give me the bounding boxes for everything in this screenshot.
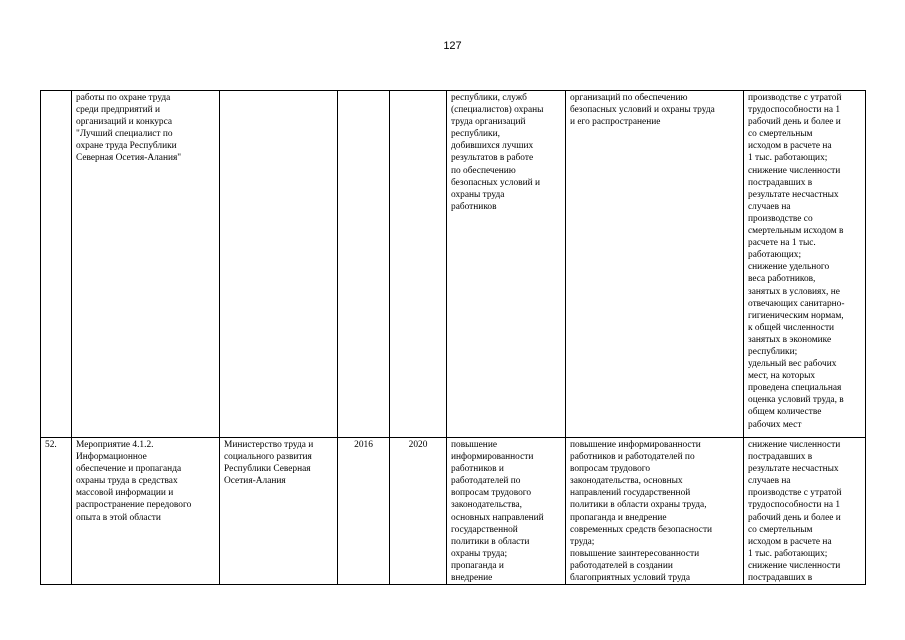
text-line: производстве с утратой — [748, 93, 842, 103]
row-number-text: 52. — [45, 440, 57, 450]
text-line: пострадавших в — [748, 452, 813, 463]
text-line: охраны труда в средствах — [76, 476, 178, 487]
row-number-cell — [41, 91, 72, 438]
text-line: Информационное — [76, 452, 147, 463]
text-line: удельный вес рабочих — [748, 359, 837, 370]
text-line: добившихся лучших — [451, 141, 534, 152]
text-line: политики в области — [451, 536, 530, 547]
text-line: пропаганда и внедрение — [570, 512, 667, 523]
text-line: работников и — [451, 464, 504, 475]
text-line: вопросам трудового — [570, 464, 651, 475]
text-line: современных средств безопасности — [570, 524, 713, 535]
year-end-cell — [390, 91, 447, 438]
text-line: законодательства, — [451, 500, 523, 511]
text-line: работодателей в создании — [570, 560, 673, 571]
text-line: работников — [451, 201, 497, 212]
text-line: благоприятных условий труда — [570, 573, 690, 584]
text-line: "Лучший специалист по — [76, 129, 173, 140]
program-table — [40, 90, 866, 585]
text-line: республики, — [451, 129, 500, 140]
text-line: безопасных условий и охраны труда — [570, 105, 715, 116]
text-line: занятых в экономике — [748, 334, 832, 345]
text-line: 1 тыс. работающих; — [748, 548, 828, 559]
text-line: снижение численности — [748, 440, 841, 450]
page-number: 127 — [443, 40, 462, 52]
text-line: вопросам трудового — [451, 488, 532, 499]
year-end-text: 2020 — [408, 440, 428, 450]
text-line: мест, на которых — [748, 371, 816, 382]
text-line: политики в области охраны труда, — [570, 500, 707, 511]
text-line: внедрение — [451, 573, 493, 584]
event-name-cell — [72, 91, 220, 438]
text-line: республики, служб — [451, 93, 527, 103]
text-line: результате несчастных — [748, 189, 839, 200]
text-line: государственной — [451, 524, 518, 535]
text-line: оценка условий труда, в — [748, 395, 844, 406]
text-line: социального развития — [224, 452, 312, 463]
year-start-cell — [338, 438, 390, 585]
text-line: среди предприятий и — [76, 105, 161, 116]
text-line: по обеспечению — [451, 165, 516, 176]
text-line: Осетия-Алания — [224, 476, 286, 487]
text-line: и его распространение — [570, 117, 661, 128]
indicators-cell — [744, 91, 866, 438]
text-line: труда организаций — [451, 117, 526, 128]
text-line: Республики Северная — [224, 464, 311, 475]
text-line: безопасных условий и — [451, 177, 540, 188]
text-line: Министерство труда и — [224, 440, 314, 450]
text-line: опыта в этой области — [76, 512, 161, 523]
year-start-cell — [338, 91, 390, 438]
text-line: охраны труда; — [451, 548, 508, 559]
text-line: расчете на 1 тыс. — [748, 238, 816, 249]
consequences-cell — [566, 91, 744, 438]
text-line: рабочий день и более и — [748, 117, 841, 128]
text-line: повышение заинтересованности — [570, 548, 700, 559]
text-line: труда; — [570, 536, 595, 547]
text-line: случаев на — [748, 476, 791, 487]
text-line: трудоспособности на 1 — [748, 500, 841, 511]
text-line: рабочих мест — [748, 419, 802, 430]
text-line: исходом в расчете на — [748, 141, 832, 152]
text-line: снижение численности — [748, 165, 841, 176]
text-line: распространение передового — [76, 500, 192, 511]
text-line: (специалистов) охраны — [451, 105, 544, 116]
text-line: пострадавших в — [748, 573, 813, 584]
executor-cell — [220, 438, 338, 585]
text-line: обеспечение и пропаганда — [76, 464, 182, 475]
text-line: случаев на — [748, 201, 791, 212]
executor-cell — [220, 91, 338, 438]
text-line: снижение численности — [748, 560, 841, 571]
event-name-cell — [72, 438, 220, 585]
text-line: основных направлений — [451, 512, 544, 523]
text-line: Мероприятие 4.1.2. — [76, 440, 154, 450]
text-line: массовой информации и — [76, 488, 174, 499]
text-line: информированности — [451, 452, 534, 463]
expected-result-cell — [447, 91, 566, 438]
table-row — [41, 438, 866, 585]
text-line: охраны труда — [451, 189, 505, 200]
text-line: Северная Осетия-Алания" — [76, 153, 182, 164]
text-line: веса работников, — [748, 274, 816, 285]
text-line: работников и работодателей по — [570, 452, 695, 463]
text-line: производстве со — [748, 213, 813, 224]
text-line: производстве с утратой — [748, 488, 842, 499]
text-line: организаций по обеспечению — [570, 93, 688, 103]
text-line: 1 тыс. работающих; — [748, 153, 828, 164]
text-line: со смертельным — [748, 524, 813, 535]
text-line: со смертельным — [748, 129, 813, 140]
text-line: пострадавших в — [748, 177, 813, 188]
expected-result-cell — [447, 438, 566, 585]
text-line: к общей численности — [748, 322, 835, 333]
text-line: трудоспособности на 1 — [748, 105, 841, 116]
text-line: работодателей по — [451, 476, 521, 487]
text-line: результатов в работе — [451, 153, 534, 164]
text-line: организаций и конкурса — [76, 117, 173, 128]
text-line: отвечающих санитарно- — [748, 298, 845, 309]
consequences-cell — [566, 438, 744, 585]
row-number-cell — [41, 438, 72, 585]
text-line: гигиеническим нормам, — [748, 310, 844, 321]
text-line: повышение информированности — [570, 440, 701, 450]
text-line: охране труда Республики — [76, 141, 177, 152]
text-line: результате несчастных — [748, 464, 839, 475]
year-end-cell — [390, 438, 447, 585]
text-line: повышение — [451, 440, 498, 450]
indicators-cell — [744, 438, 866, 585]
text-line: проведена специальная — [748, 383, 842, 394]
text-line: снижение удельного — [748, 262, 830, 273]
text-line: работающих; — [748, 250, 802, 261]
text-line: направлений государственной — [570, 488, 691, 499]
text-line: республики; — [748, 346, 798, 357]
text-line: пропаганда и — [451, 560, 504, 571]
text-line: общем количестве — [748, 407, 822, 418]
text-line: законодательства, основных — [570, 476, 683, 487]
text-line: рабочий день и более и — [748, 512, 841, 523]
text-line: занятых в условиях, не — [748, 286, 840, 297]
text-line: исходом в расчете на — [748, 536, 832, 547]
text-line: смертельным исходом в — [748, 226, 844, 237]
table-row — [41, 91, 866, 438]
year-start-text: 2016 — [354, 440, 373, 450]
text-line: работы по охране труда — [76, 93, 171, 103]
